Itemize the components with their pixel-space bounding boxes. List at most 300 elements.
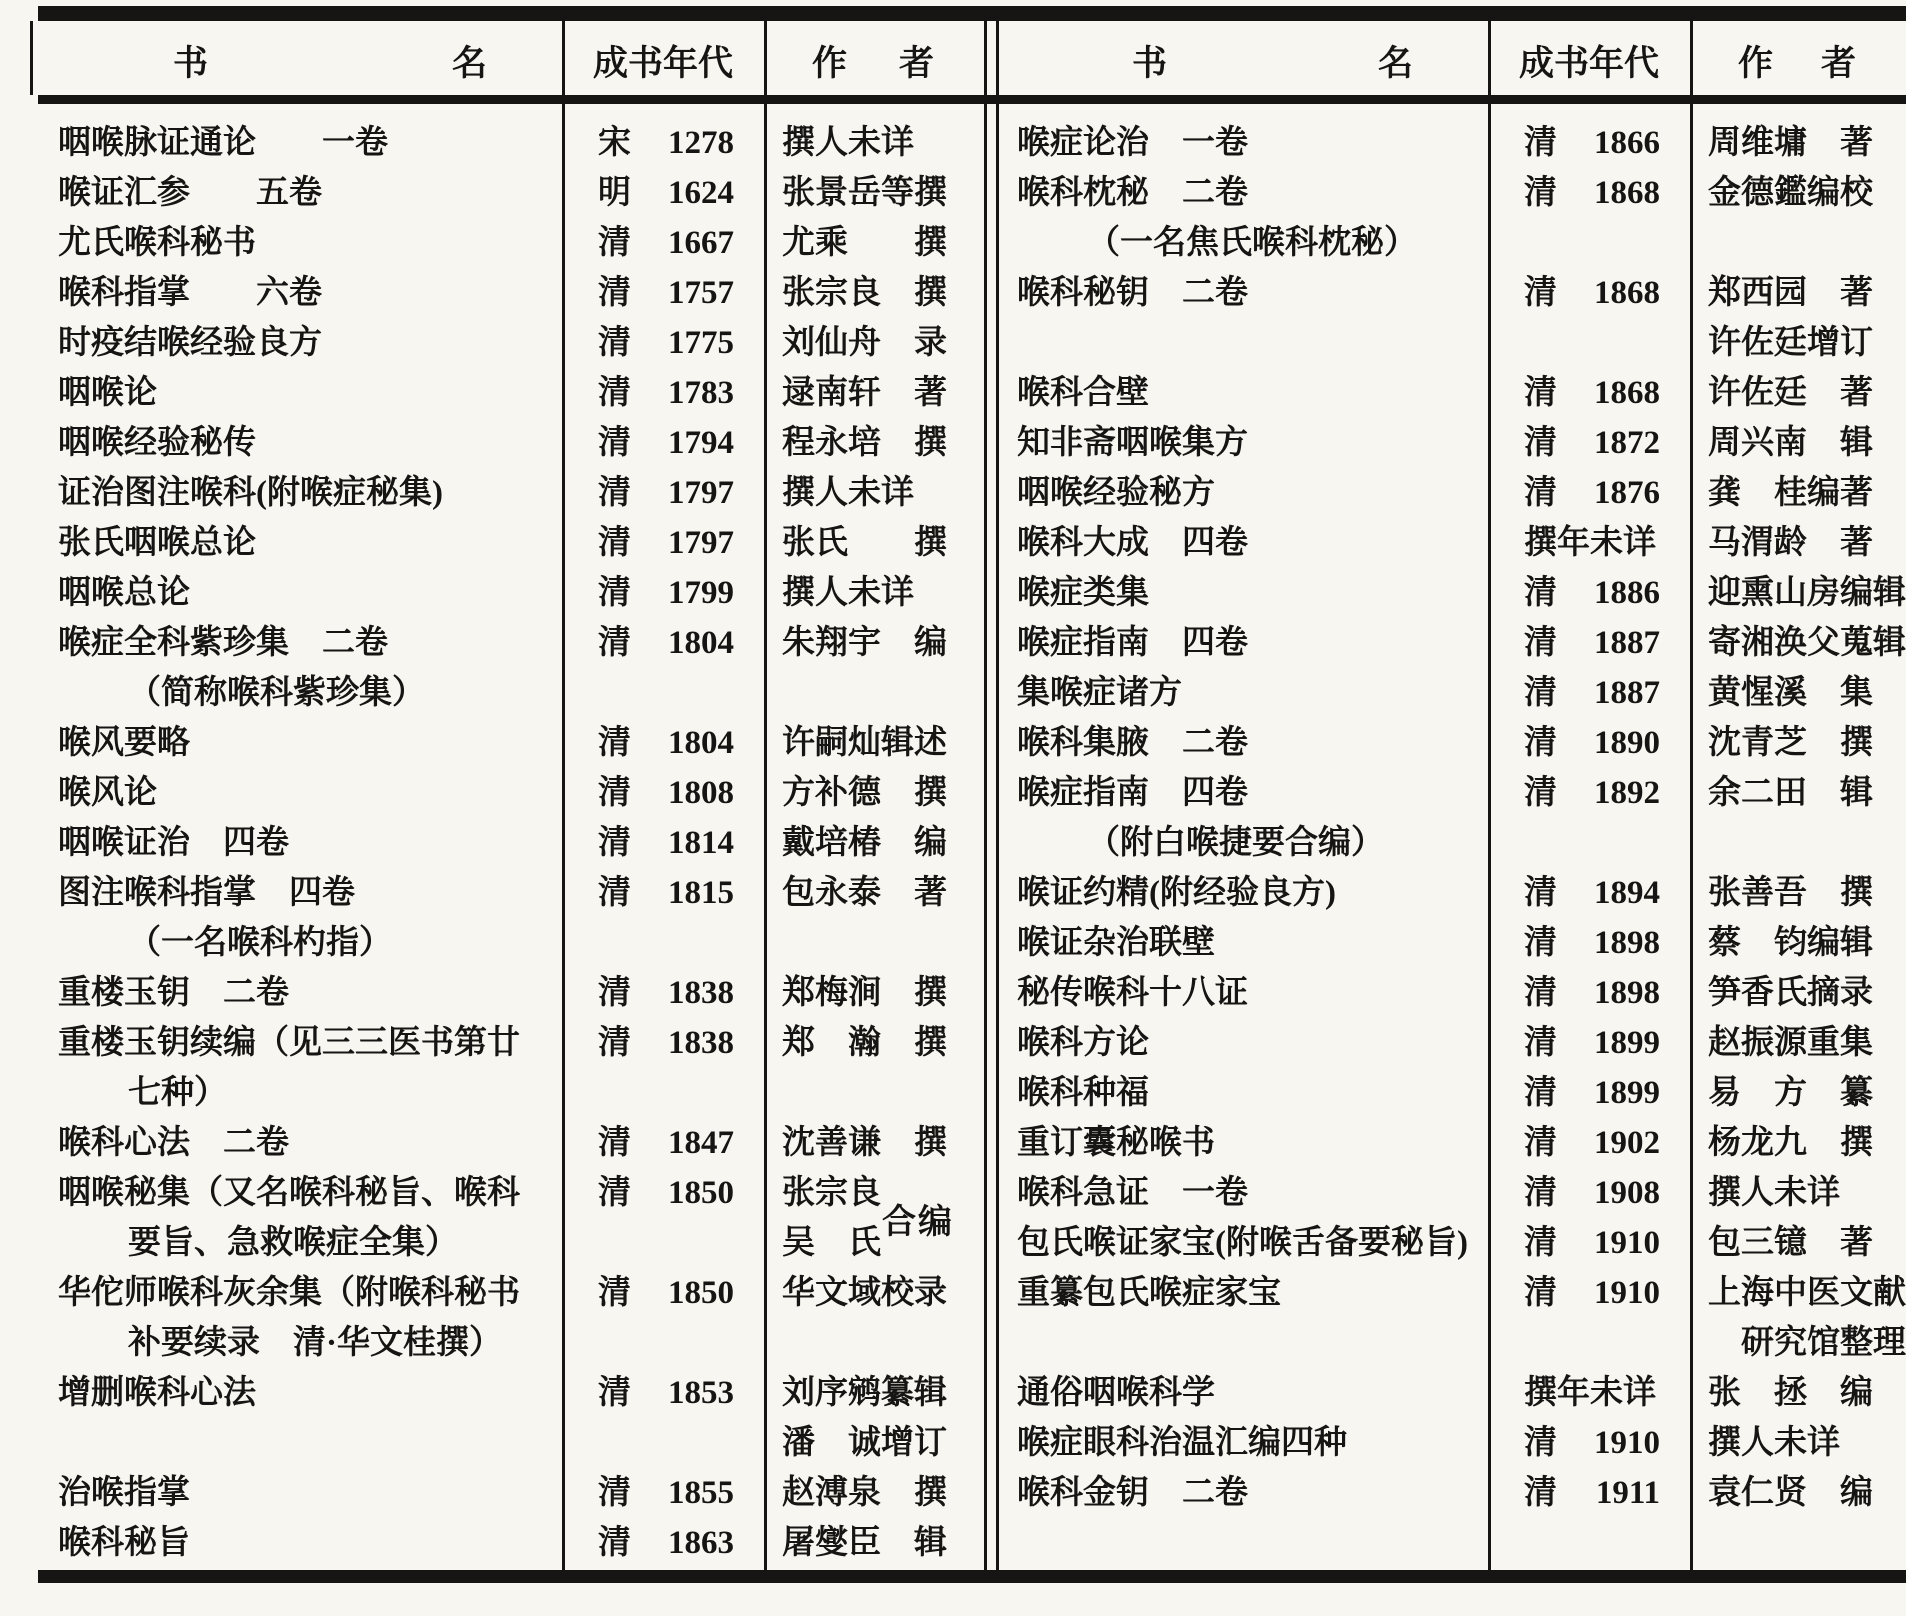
book-title-cell: 补要续录 清·华文桂撰） bbox=[128, 1325, 503, 1361]
table-row bbox=[38, 418, 984, 468]
year-cell bbox=[1488, 1318, 1690, 1368]
dynasty-label: 清 bbox=[598, 575, 631, 611]
author-cell bbox=[1690, 1168, 1906, 1218]
year-value: 1899 bbox=[1594, 1025, 1660, 1061]
book-title-cell: 喉科金钥 二卷 bbox=[1017, 1475, 1248, 1511]
book-title-cell: （简称喉科紫珍集） bbox=[128, 675, 425, 711]
year-cell bbox=[562, 318, 764, 368]
book-title-cell: 咽喉论 bbox=[58, 375, 157, 411]
header-year-right bbox=[1488, 22, 1690, 100]
author-name: 蔡 钧编辑 bbox=[1708, 925, 1873, 961]
book-title-cell: 喉症指南 四卷 bbox=[1017, 775, 1248, 811]
year-value: 1667 bbox=[668, 225, 734, 261]
year-cell bbox=[562, 918, 764, 968]
author-cell bbox=[1690, 718, 1906, 768]
table-row bbox=[997, 968, 1906, 1018]
book-title-cell: 时疫结喉经验良方 bbox=[58, 325, 322, 361]
author-name: 龚 桂编著 bbox=[1708, 475, 1873, 511]
book-title-cell: 重楼玉钥 二卷 bbox=[58, 975, 289, 1011]
year-value: 1799 bbox=[668, 575, 734, 611]
author-name: 撰人未详 bbox=[1708, 1425, 1840, 1461]
book-title-cell: （附白喉捷要合编） bbox=[1087, 825, 1384, 861]
table-row bbox=[997, 318, 1906, 368]
year-cell bbox=[562, 1518, 764, 1568]
table-row bbox=[997, 718, 1906, 768]
author-name: 朱翔宇 编 bbox=[782, 625, 947, 661]
dynasty-label: 清 bbox=[598, 775, 631, 811]
table-row bbox=[38, 318, 984, 368]
author-cell bbox=[764, 918, 984, 968]
year-cell bbox=[562, 768, 764, 818]
dynasty-label: 清 bbox=[598, 1175, 631, 1211]
table-row bbox=[997, 1268, 1906, 1318]
year-cell bbox=[562, 1268, 764, 1318]
year-cell bbox=[1488, 1018, 1690, 1068]
year-value: 1783 bbox=[668, 375, 734, 411]
author-name: 郑梅涧 撰 bbox=[782, 975, 947, 1011]
year-cell bbox=[562, 668, 764, 718]
table-row bbox=[997, 268, 1906, 318]
book-title-cell: 咽喉经验秘方 bbox=[1017, 475, 1215, 511]
dynasty-label: 清 bbox=[1524, 475, 1557, 511]
author-cell bbox=[1690, 768, 1906, 818]
dynasty-label: 清 bbox=[1524, 1275, 1557, 1311]
table-row bbox=[38, 218, 984, 268]
author-cell bbox=[1690, 1018, 1906, 1068]
book-title-cell: 秘传喉科十八证 bbox=[1017, 975, 1248, 1011]
author-cell bbox=[1690, 918, 1906, 968]
author-cell bbox=[764, 168, 984, 218]
year-value: 1868 bbox=[1594, 175, 1660, 211]
halves-divider-left-line bbox=[984, 21, 987, 1570]
author-name: 撰人未详 bbox=[782, 575, 914, 611]
table-row bbox=[38, 368, 984, 418]
book-title-cell: 喉科心法 二卷 bbox=[58, 1125, 289, 1161]
table-row bbox=[997, 468, 1906, 518]
header-left-edge-rule bbox=[30, 21, 33, 95]
author-cell bbox=[1690, 218, 1906, 268]
dynasty-label: 清 bbox=[1524, 125, 1557, 161]
book-title-cell: 重楼玉钥续编（见三三医书第廿 bbox=[58, 1025, 520, 1061]
table-row bbox=[997, 1418, 1906, 1468]
book-title-cell: 喉症全科紫珍集 二卷 bbox=[58, 625, 388, 661]
author-name: 张景岳等撰 bbox=[782, 175, 947, 211]
dynasty-label: 清 bbox=[598, 425, 631, 461]
table-row bbox=[997, 1168, 1906, 1218]
dynasty-label: 明 bbox=[598, 175, 631, 211]
book-title-cell: 喉风论 bbox=[58, 775, 157, 811]
author-name: 周维墉 著 bbox=[1708, 125, 1873, 161]
year-cell bbox=[562, 718, 764, 768]
year-cell bbox=[1488, 468, 1690, 518]
year-cell bbox=[562, 1168, 764, 1218]
book-title-cell: 喉科秘钥 二卷 bbox=[1017, 275, 1248, 311]
dynasty-label: 清 bbox=[598, 275, 631, 311]
year-cell bbox=[1488, 1468, 1690, 1518]
author-name: 马渭龄 著 bbox=[1708, 525, 1873, 561]
header-book-char: 书 bbox=[1132, 44, 1168, 83]
year-cell bbox=[1488, 618, 1690, 668]
year-value: 1850 bbox=[668, 1175, 734, 1211]
table-row bbox=[997, 1118, 1906, 1168]
dynasty-label: 清 bbox=[1524, 975, 1557, 1011]
author-name: 潘 诚增订 bbox=[782, 1425, 947, 1461]
author-name: 沈青芝 撰 bbox=[1708, 725, 1873, 761]
author-cell bbox=[764, 468, 984, 518]
author-cell bbox=[1690, 1218, 1906, 1268]
table-row bbox=[38, 1168, 984, 1241]
year-value: 1902 bbox=[1594, 1125, 1660, 1161]
dynasty-label: 撰年未详 bbox=[1524, 525, 1656, 561]
author-name: 余二田 辑 bbox=[1708, 775, 1873, 811]
book-title-cell: 喉证约精(附经验良方) bbox=[1017, 875, 1336, 911]
author-name: 寄湘涣父蒐辑 bbox=[1708, 625, 1906, 661]
dynasty-label: 清 bbox=[1524, 1075, 1557, 1111]
table-row bbox=[997, 1068, 1906, 1118]
author-name: 屠燮臣 辑 bbox=[782, 1525, 947, 1561]
author-name: 尤乘 撰 bbox=[782, 225, 947, 261]
year-cell bbox=[562, 618, 764, 668]
table-row bbox=[997, 618, 1906, 668]
year-value: 1278 bbox=[668, 125, 734, 161]
author-cell bbox=[764, 1468, 984, 1518]
dynasty-label: 清 bbox=[598, 475, 631, 511]
table-row bbox=[38, 518, 984, 568]
book-title-cell: 重订囊秘喉书 bbox=[1017, 1125, 1215, 1161]
table-row bbox=[997, 1518, 1906, 1568]
author-name: 许佐廷 著 bbox=[1708, 375, 1873, 411]
author-name: 研究馆整理 bbox=[1708, 1325, 1906, 1361]
author-name: 张氏 撰 bbox=[782, 525, 947, 561]
author-cell bbox=[1690, 418, 1906, 468]
year-value: 1868 bbox=[1594, 275, 1660, 311]
header-book-char: 书 bbox=[173, 44, 209, 83]
year-cell bbox=[562, 468, 764, 518]
author-cell bbox=[764, 768, 984, 818]
author-cell bbox=[1690, 1468, 1906, 1518]
table-row bbox=[38, 1368, 984, 1418]
author-cell bbox=[764, 618, 984, 668]
book-title-cell: 通俗咽喉科学 bbox=[1017, 1375, 1215, 1411]
author-name: 包永泰 著 bbox=[782, 875, 947, 911]
book-title-cell: 七种） bbox=[128, 1075, 227, 1111]
table-row bbox=[38, 668, 984, 718]
year-cell bbox=[562, 1418, 764, 1468]
book-title-cell: 图注喉科指掌 四卷 bbox=[58, 875, 355, 911]
book-title-cell: 咽喉经验秘传 bbox=[58, 425, 256, 461]
table-row bbox=[38, 168, 984, 218]
header-name-char: 名 bbox=[451, 44, 487, 83]
dynasty-label: 清 bbox=[598, 975, 631, 1011]
header-author-char2: 者 bbox=[1820, 44, 1856, 83]
year-cell bbox=[562, 218, 764, 268]
year-value: 1911 bbox=[1595, 1475, 1660, 1511]
dynasty-label: 清 bbox=[598, 375, 631, 411]
table-row bbox=[997, 418, 1906, 468]
year-cell bbox=[562, 568, 764, 618]
author-cell bbox=[764, 1018, 984, 1068]
year-cell bbox=[1488, 1268, 1690, 1318]
year-cell bbox=[1488, 868, 1690, 918]
author-name: 张宗良 bbox=[782, 1175, 881, 1211]
header-year-label: 成书年代 bbox=[1518, 44, 1659, 83]
year-value: 1872 bbox=[1594, 425, 1660, 461]
author-cell bbox=[764, 318, 984, 368]
year-cell bbox=[1488, 418, 1690, 468]
co-editor-label: 合编 bbox=[882, 1204, 954, 1241]
year-value: 1863 bbox=[668, 1525, 734, 1561]
author-cell bbox=[764, 1118, 984, 1168]
books-table-right-half bbox=[997, 118, 1906, 1568]
book-title-cell bbox=[38, 1418, 562, 1468]
author-cell bbox=[764, 1318, 984, 1368]
table-row bbox=[997, 518, 1906, 568]
author-name: 撰人未详 bbox=[782, 475, 914, 511]
book-title-cell bbox=[997, 1318, 1488, 1368]
year-cell bbox=[1488, 518, 1690, 568]
year-cell bbox=[1488, 368, 1690, 418]
dynasty-label: 清 bbox=[1524, 775, 1557, 811]
table-row bbox=[38, 768, 984, 818]
book-title-cell: 喉科集腋 二卷 bbox=[1017, 725, 1248, 761]
year-value: 1794 bbox=[668, 425, 734, 461]
author-cell bbox=[1690, 518, 1906, 568]
table-row bbox=[38, 1118, 984, 1168]
author-name: 上海中医文献 bbox=[1708, 1275, 1906, 1311]
year-value: 1890 bbox=[1594, 725, 1660, 761]
book-title-cell: 证治图注喉科(附喉症秘集) bbox=[58, 475, 443, 511]
table-row bbox=[997, 1468, 1906, 1518]
year-value: 1866 bbox=[1594, 125, 1660, 161]
dynasty-label: 清 bbox=[598, 225, 631, 261]
year-value: 1757 bbox=[668, 275, 734, 311]
dynasty-label: 清 bbox=[1524, 175, 1557, 211]
book-title-cell: 喉症论治 一卷 bbox=[1017, 125, 1248, 161]
table-row bbox=[997, 1318, 1906, 1368]
book-title-cell: 尤氏喉科秘书 bbox=[58, 225, 256, 261]
year-value: 1853 bbox=[668, 1375, 734, 1411]
book-title-cell: 喉科枕秘 二卷 bbox=[1017, 175, 1248, 211]
dynasty-label: 清 bbox=[1524, 1175, 1557, 1211]
dynasty-label: 清 bbox=[598, 1025, 631, 1061]
book-title-cell: 咽喉秘集（又名喉科秘旨、喉科 bbox=[58, 1175, 520, 1211]
book-title-cell: 治喉指掌 bbox=[58, 1475, 190, 1511]
year-value: 1838 bbox=[668, 1025, 734, 1061]
author-cell bbox=[1690, 168, 1906, 218]
table-row bbox=[38, 1068, 984, 1118]
year-cell bbox=[562, 1318, 764, 1368]
year-value: 1804 bbox=[668, 625, 734, 661]
book-title-cell: 咽喉总论 bbox=[58, 575, 190, 611]
author-name: 撰人未详 bbox=[1708, 1175, 1840, 1211]
year-cell bbox=[1488, 918, 1690, 968]
author-name: 吴 氏 bbox=[782, 1225, 881, 1261]
author-name: 赵溥泉 撰 bbox=[782, 1475, 947, 1511]
dynasty-label: 清 bbox=[598, 875, 631, 911]
year-value: 1910 bbox=[1594, 1425, 1660, 1461]
author-name: 程永培 撰 bbox=[782, 425, 947, 461]
author-cell bbox=[764, 1168, 984, 1241]
author-cell bbox=[1690, 568, 1906, 618]
dynasty-label: 清 bbox=[1524, 925, 1557, 961]
year-value: 1899 bbox=[1594, 1075, 1660, 1111]
author-cell bbox=[764, 718, 984, 768]
book-title-cell: 咽喉证治 四卷 bbox=[58, 825, 289, 861]
header-author-right bbox=[1690, 22, 1906, 100]
author-cell bbox=[1690, 1518, 1906, 1568]
author-cell bbox=[764, 368, 984, 418]
year-value: 1797 bbox=[668, 525, 734, 561]
author-cell bbox=[764, 1268, 984, 1318]
table-row bbox=[997, 1018, 1906, 1068]
dynasty-label: 清 bbox=[1524, 1475, 1557, 1511]
author-name: 华文域校录 bbox=[782, 1275, 947, 1311]
table-row bbox=[38, 468, 984, 518]
author-cell bbox=[764, 218, 984, 268]
table-row bbox=[997, 918, 1906, 968]
dynasty-label: 清 bbox=[1524, 1225, 1557, 1261]
table-row bbox=[38, 268, 984, 318]
year-cell bbox=[1488, 1168, 1690, 1218]
header-year-label: 成书年代 bbox=[592, 44, 733, 83]
table-row bbox=[38, 918, 984, 968]
year-value: 1876 bbox=[1594, 475, 1660, 511]
table-row bbox=[38, 1518, 984, 1568]
year-cell bbox=[562, 268, 764, 318]
table-row bbox=[38, 1018, 984, 1068]
table-top-border bbox=[38, 6, 1906, 21]
book-title-cell: 包氏喉证家宝(附喉舌备要秘旨) bbox=[1017, 1225, 1468, 1261]
book-title-cell: 重纂包氏喉症家宝 bbox=[1017, 1275, 1281, 1311]
year-value: 1855 bbox=[668, 1475, 734, 1511]
book-title-cell: （一名焦氏喉科枕秘） bbox=[1087, 225, 1417, 261]
dynasty-label: 清 bbox=[598, 525, 631, 561]
year-cell bbox=[1488, 1368, 1690, 1418]
year-value: 1898 bbox=[1594, 975, 1660, 1011]
author-name: 杨龙九 撰 bbox=[1708, 1125, 1873, 1161]
book-title-cell: 喉证汇参 五卷 bbox=[58, 175, 322, 211]
book-title-cell: 咽喉脉证通论 一卷 bbox=[58, 125, 388, 161]
author-name: 张善吾 撰 bbox=[1708, 875, 1873, 911]
year-cell bbox=[562, 1018, 764, 1068]
author-name: 包三镱 著 bbox=[1708, 1225, 1873, 1261]
dynasty-label: 清 bbox=[598, 1525, 631, 1561]
author-cell bbox=[1690, 618, 1906, 668]
dynasty-label: 清 bbox=[598, 825, 631, 861]
table-row bbox=[38, 1468, 984, 1518]
header-name-char: 名 bbox=[1377, 44, 1413, 83]
year-value: 1624 bbox=[668, 175, 734, 211]
author-name: 许嗣灿辑述 bbox=[782, 725, 947, 761]
year-cell bbox=[562, 1368, 764, 1418]
dynasty-label: 清 bbox=[1524, 575, 1557, 611]
author-cell bbox=[764, 1518, 984, 1568]
book-title-cell: 喉科方论 bbox=[1017, 1025, 1149, 1061]
table-row bbox=[997, 1218, 1906, 1268]
book-title-cell: 喉症指南 四卷 bbox=[1017, 625, 1248, 661]
author-name: 逯南轩 著 bbox=[782, 375, 947, 411]
author-cell bbox=[1690, 668, 1906, 718]
dynasty-label: 清 bbox=[598, 325, 631, 361]
table-row bbox=[38, 1268, 984, 1318]
year-cell bbox=[562, 868, 764, 918]
book-title-cell: 喉科指掌 六卷 bbox=[58, 275, 322, 311]
header-author-char2: 者 bbox=[898, 44, 934, 83]
year-cell bbox=[562, 418, 764, 468]
book-title-cell: 华佗师喉科灰余集（附喉科秘书 bbox=[58, 1275, 520, 1311]
book-title-cell: 喉科种福 bbox=[1017, 1075, 1149, 1111]
year-cell bbox=[562, 1068, 764, 1118]
year-value: 1804 bbox=[668, 725, 734, 761]
table-row bbox=[997, 368, 1906, 418]
dynasty-label: 清 bbox=[598, 1125, 631, 1161]
author-name: 戴培椿 编 bbox=[782, 825, 947, 861]
book-title-cell: 张氏咽喉总论 bbox=[58, 525, 256, 561]
author-cell bbox=[764, 1418, 984, 1468]
books-table-left-half bbox=[38, 118, 984, 1568]
year-value: 1887 bbox=[1594, 625, 1660, 661]
header-book-name-right bbox=[997, 22, 1488, 100]
year-cell bbox=[1488, 1118, 1690, 1168]
book-title-cell: 增删喉科心法 bbox=[58, 1375, 256, 1411]
author-name: 赵振源重集 bbox=[1708, 1025, 1873, 1061]
year-cell bbox=[562, 118, 764, 168]
year-cell bbox=[562, 968, 764, 1018]
year-value: 1797 bbox=[668, 475, 734, 511]
year-cell bbox=[1488, 818, 1690, 868]
dynasty-label: 清 bbox=[1524, 425, 1557, 461]
year-cell bbox=[1488, 768, 1690, 818]
author-name: 郑 瀚 撰 bbox=[782, 1025, 947, 1061]
author-name: 沈善谦 撰 bbox=[782, 1125, 947, 1161]
table-row bbox=[38, 1418, 984, 1468]
author-cell bbox=[764, 818, 984, 868]
year-value: 1898 bbox=[1594, 925, 1660, 961]
author-cell bbox=[1690, 1368, 1906, 1418]
author-cell bbox=[764, 1218, 984, 1268]
dynasty-label: 清 bbox=[598, 1475, 631, 1511]
year-cell bbox=[1488, 268, 1690, 318]
year-value: 1868 bbox=[1594, 375, 1660, 411]
author-name: 周兴南 辑 bbox=[1708, 425, 1873, 461]
year-value: 1815 bbox=[668, 875, 734, 911]
author-name: 撰人未详 bbox=[782, 125, 914, 161]
dynasty-label: 清 bbox=[1524, 1025, 1557, 1061]
year-cell bbox=[1488, 968, 1690, 1018]
author-name: 笋香氏摘录 bbox=[1708, 975, 1873, 1011]
author-name: 张宗良 撰 bbox=[782, 275, 947, 311]
year-cell bbox=[1488, 118, 1690, 168]
table-row bbox=[38, 818, 984, 868]
dynasty-label: 清 bbox=[1524, 1125, 1557, 1161]
author-name: 袁仁贤 编 bbox=[1708, 1475, 1873, 1511]
author-cell bbox=[764, 668, 984, 718]
dynasty-label: 清 bbox=[598, 1275, 631, 1311]
year-value: 1892 bbox=[1594, 775, 1660, 811]
book-title-cell bbox=[997, 1518, 1488, 1568]
author-cell bbox=[1690, 268, 1906, 318]
author-cell bbox=[1690, 368, 1906, 418]
dynasty-label: 清 bbox=[1524, 875, 1557, 911]
author-name: 张 拯 编 bbox=[1708, 1375, 1873, 1411]
book-title-cell: 喉风要略 bbox=[58, 725, 190, 761]
year-cell bbox=[562, 1468, 764, 1518]
table-row bbox=[997, 868, 1906, 918]
year-cell bbox=[1488, 168, 1690, 218]
year-cell bbox=[1488, 668, 1690, 718]
table-row bbox=[997, 568, 1906, 618]
book-title-cell: 集喉症诸方 bbox=[1017, 675, 1182, 711]
